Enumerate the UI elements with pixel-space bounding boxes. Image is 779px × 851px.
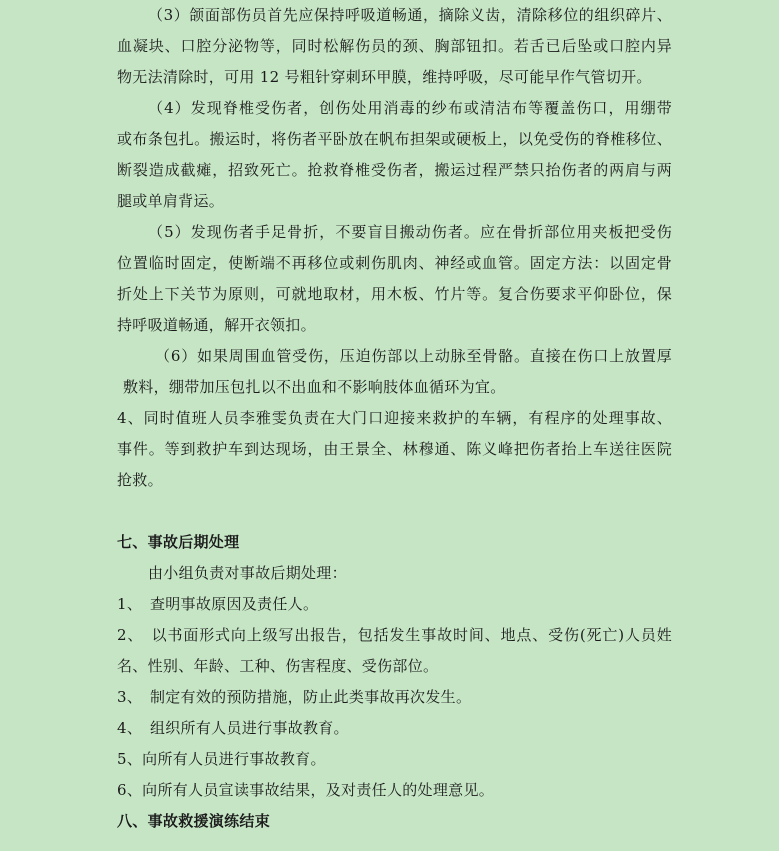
item-4-line-3: 抢救。 — [117, 471, 163, 489]
section-7-item-1: 1、 查明事故原因及责任人。 — [117, 595, 319, 613]
paragraph-6-line-1: （6）如果周围血管受伤，压迫伤部以上动脉至骨骼。直接在伤口上放置厚 — [155, 347, 672, 365]
section-7-item-3: 3、 制定有效的预防措施，防止此类事故再次发生。 — [117, 688, 472, 706]
paragraph-5-line-3: 折处上下关节为原则，可就地取材，用木板、竹片等。复合伤要求平仰卧位，保 — [117, 285, 672, 303]
paragraph-4-line-1: （4）发现脊椎受伤者，创伤处用消毒的纱布或清洁布等覆盖伤口，用绷带 — [148, 99, 672, 117]
paragraph-3-line-3: 物无法清除时，可用 12 号粗针穿刺环甲膜，维持呼吸，尽可能早作气管切开。 — [117, 68, 652, 86]
paragraph-6-line-2: 敷料，绷带加压包扎以不出血和不影响肢体血循环为宜。 — [123, 378, 506, 396]
section-7-item-4: 4、 组织所有人员进行事故教育。 — [117, 719, 349, 737]
paragraph-3-line-2: 血凝块、口腔分泌物等，同时松解伤员的颈、胸部钮扣。若舌已后坠或口腔内异 — [117, 37, 672, 55]
paragraph-5-line-4: 持呼吸道畅通，解开衣领扣。 — [117, 316, 316, 334]
section-7-intro: 由小组负责对事故后期处理： — [148, 564, 347, 582]
paragraph-4-line-3: 断裂造成截瘫，招致死亡。抢救脊椎受伤者，搬运过程严禁只抬伤者的两肩与两 — [117, 161, 672, 179]
paragraph-4-line-2: 或布条包扎。搬运时，将伤者平卧放在帆布担架或硬板上，以免受伤的脊椎移位、 — [117, 130, 672, 148]
section-7-item-2-line-2: 名、性别、年龄、工种、伤害程度、受伤部位。 — [117, 657, 439, 675]
item-4-line-1: 4、同时值班人员李雅雯负责在大门口迎接来救护的车辆，有程序的处理事故、 — [117, 409, 672, 427]
section-7-item-2-line-1: 2、 以书面形式向上级写出报告，包括发生事故时间、地点、受伤(死亡)人员姓 — [117, 626, 672, 644]
section-7-item-5: 5、向所有人员进行事故教育。 — [117, 750, 326, 768]
item-4-line-2: 事件。等到救护车到达现场，由王景全、林穆通、陈义峰把伤者抬上车送往医院 — [117, 440, 672, 458]
section-7-heading: 七、事故后期处理 — [117, 533, 240, 551]
paragraph-5-line-1: （5）发现伤者手足骨折，不要盲目搬动伤者。应在骨折部位用夹板把受伤 — [148, 223, 672, 241]
paragraph-4-line-4: 腿或单肩背运。 — [117, 192, 225, 210]
paragraph-3-line-1: （3）颌面部伤员首先应保持呼吸道畅通，摘除义齿，清除移位的组织碎片、 — [148, 6, 672, 24]
paragraph-5-line-2: 位置临时固定，使断端不再移位或刺伤肌肉、神经或血管。固定方法：以固定骨 — [117, 254, 672, 272]
section-8-heading: 八、事故救援演练结束 — [117, 812, 271, 830]
section-7-item-6: 6、向所有人员宣读事故结果，及对责任人的处理意见。 — [117, 781, 495, 799]
